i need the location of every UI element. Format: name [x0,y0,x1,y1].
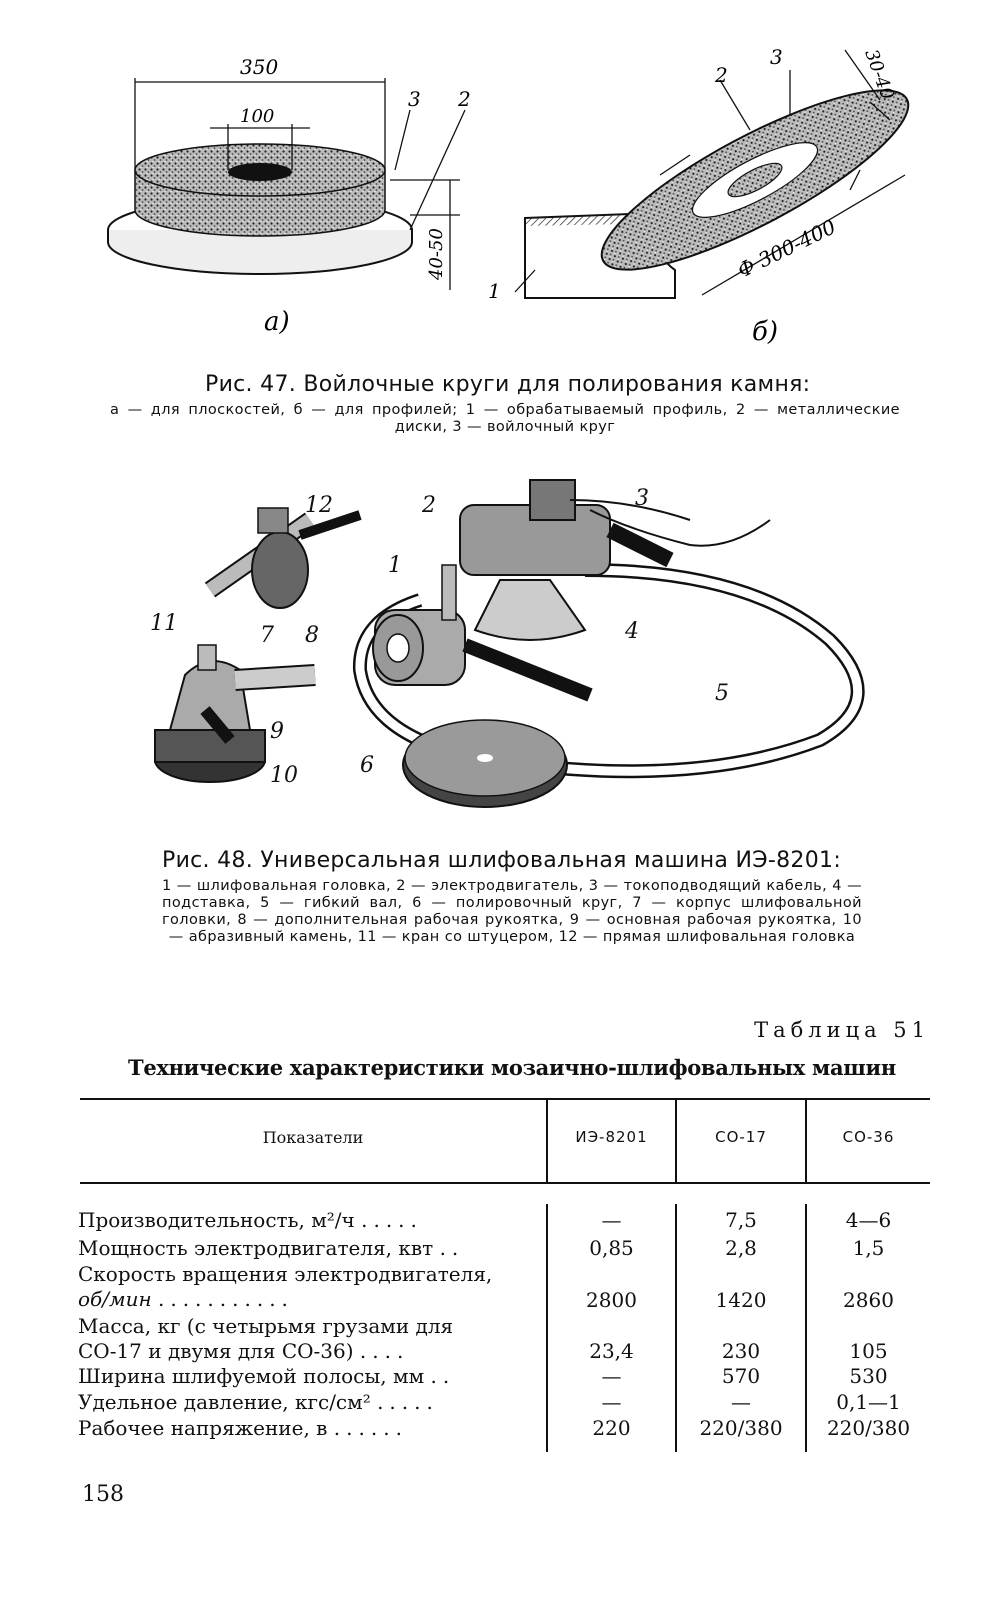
table-cell: — [601,1364,622,1388]
table-cell: 1420 [715,1288,767,1312]
table-cell: 2,8 [725,1236,757,1260]
figure-48-caption: Рис. 48. Универсальная шлифовальная машина ИЭ-8201: [162,848,842,873]
table-row-label: Рабочее напряжение, в ...... [78,1416,408,1440]
table-header-indicators: Показатели [262,1128,364,1147]
table-cell: 7,5 [725,1208,757,1232]
callout-6: 6 [360,753,374,778]
callout-4: 4 [625,619,639,644]
table-cell: 570 [721,1364,761,1388]
electric-motor [460,480,690,575]
callout-1: 1 [388,553,402,578]
dim-phi-300-400: Ф 300-400 [733,214,840,283]
figure-47-caption: Рис. 47. Войлочные круги для полирования камня: [205,372,811,397]
label-a: а) [264,307,290,337]
table-cell: — [731,1390,751,1414]
table-cell: — [601,1390,622,1414]
callout-9: 9 [270,719,284,744]
flat-felt-wheel [108,144,412,274]
table-cell: 2800 [586,1288,637,1312]
table-cell: 530 [849,1364,888,1388]
table-header-ie8201: ИЭ-8201 [575,1128,648,1146]
table-rule-header [80,1182,930,1184]
table-cell: 220/380 [826,1416,911,1440]
callout-2: 2 [422,493,436,518]
table-label: Таблица 51 [754,1018,930,1042]
callout-3-a: 3 [408,87,421,111]
dim-100: 100 [240,106,275,127]
table-row-label: Масса, кг (с четырьмя грузами для СО-17 и двумя для СО-36) .... [78,1314,454,1363]
table-row-label: Ширина шлифуемой полосы, мм .. [78,1364,456,1388]
callout-7: 7 [260,623,274,648]
callout-3: 3 [635,486,649,511]
table-cell: 0,1—1 [836,1390,901,1414]
table-cell: 23,4 [589,1339,634,1363]
page-number: 158 [82,1482,124,1507]
figure-47-legend: а — для плоскостей, б — для профилей; 1 — обрабатываемый профиль, 2 — металлические диски, 3 — войлочный круг [110,402,900,435]
callout-11: 11 [150,611,178,636]
table-row-label: Мощность электродвигателя, квт .. [78,1236,465,1260]
table-cell: 0,85 [589,1236,634,1260]
callout-2-b: 2 [715,63,728,87]
table-cell: 230 [721,1339,761,1363]
table-cell: 220/380 [699,1416,783,1440]
polishing-disc [403,720,567,807]
table-row-label: Производительность, м²/ч ..... [78,1208,423,1232]
dim-40-50: 40-50 [426,228,447,280]
callout-5: 5 [715,681,729,706]
table-row-label: Удельное давление, кгс/см² ..... [78,1390,439,1414]
figure-48-grinding-machine [130,460,890,840]
callout-12: 12 [305,493,333,518]
callout-1-b: 1 [488,279,501,303]
callout-2-a: 2 [458,87,471,111]
callout-3-b: 3 [770,45,783,69]
callout-8: 8 [305,623,319,648]
table-cell: 1,5 [852,1236,885,1260]
straight-grinding-head [210,508,360,608]
table-header-so17: СО-17 [715,1128,767,1146]
callout-10: 10 [270,763,298,788]
table-cell: 220 [592,1416,631,1440]
figure-47-felt-wheels [90,30,930,360]
table-rule-top [80,1098,930,1100]
figure-48-legend: 1 — шлифовальная головка, 2 — электродвигатель, 3 — токоподводящий кабель, 4 — подставка, 5 — гибкий вал, 6 — полировочный круг, 7 — корпус шлифовальной головки, 8 — дополнительная рабочая рукоятка, 9 — основная рабочая рукоятка, 10 — абразивный камень, 11 — кран со штуцером, 12 — прямая шлифовальная головка [162,878,862,945]
stand [475,580,585,640]
grinding-head-body [155,645,315,782]
table-cell: — [601,1208,622,1232]
table-header-so36: СО-36 [842,1128,895,1146]
table-cell: 2860 [843,1288,894,1312]
table-cell: 105 [849,1339,888,1363]
table-row-label: Скорость вращения электродвигателя, об/мин ........... [78,1262,493,1311]
table-title: Технические характеристики мозаично-шлифовальных машин [128,1055,896,1080]
dim-30-40: 30-40 [860,46,898,103]
label-b: б) [752,317,779,347]
table-cell: 4—6 [845,1208,892,1232]
dim-350: 350 [240,55,279,79]
